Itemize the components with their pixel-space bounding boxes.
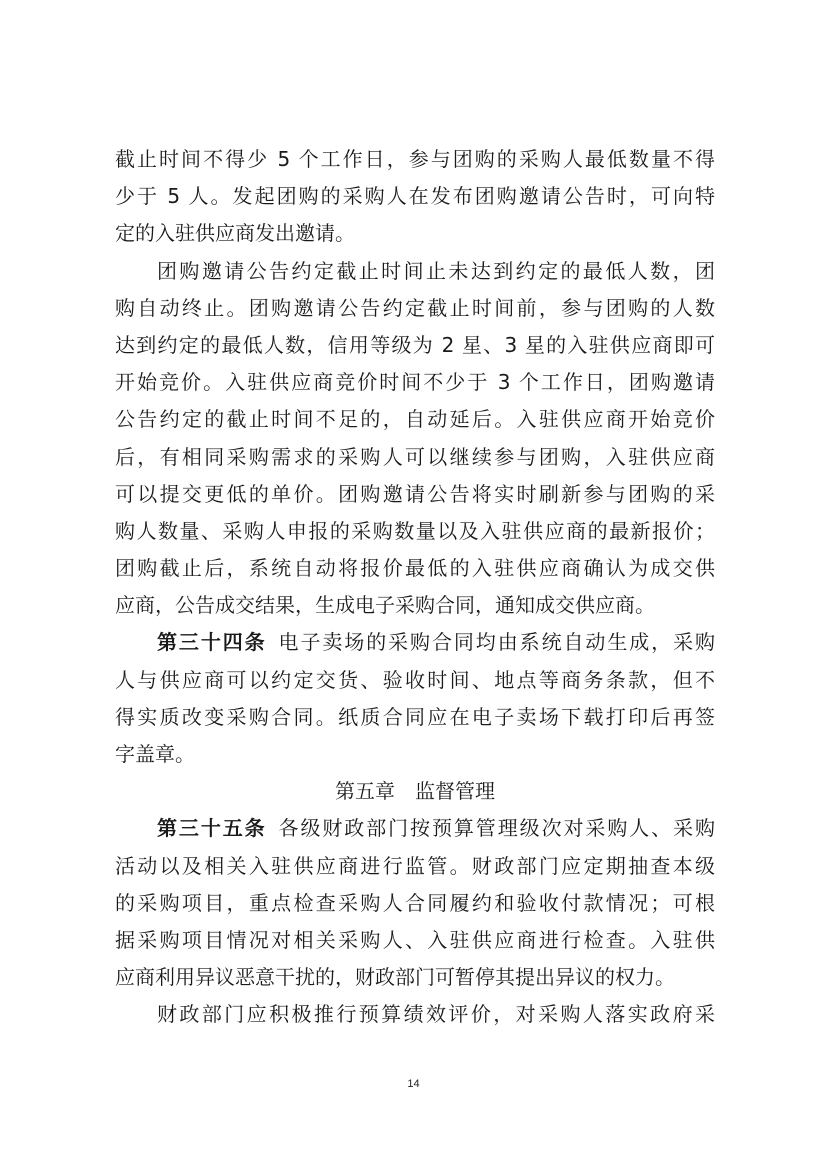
text-line: 活动以及相关入驻供应商进行监管。财政部门应定期抽查本级 — [115, 853, 715, 878]
article-text: 各级财政部门按预算管理级次对采购人、采购 — [276, 816, 716, 841]
text-line: 可以提交更低的单价。团购邀请公告将实时刷新参与团购的采 — [115, 481, 715, 506]
text-line: 定的入驻供应商发出邀请。 — [115, 221, 355, 246]
text-line: 人与供应商可以约定交货、验收时间、地点等商务条款，但不 — [115, 667, 715, 692]
text-line: 财政部门应积极推行预算绩效评价，对采购人落实政府采 — [157, 1002, 715, 1027]
text-line: 公告约定的截止时间不足的，自动延后。入驻供应商开始竞价 — [115, 407, 715, 432]
text-line: 应商，公告成交结果，生成电子采购合同，通知成交供应商。 — [115, 593, 655, 618]
text-line: 少于 5 人。发起团购的采购人在发布团购邀请公告时，可向特 — [115, 184, 715, 209]
document-body — [115, 141, 715, 1034]
text-line: 应商利用异议恶意干扰的，财政部门可暂停其提出异议的权力。 — [115, 965, 675, 990]
text-line — [115, 624, 715, 661]
chapter-heading: 第五章 监督管理 — [335, 779, 495, 804]
article-number: 第三十四条 — [157, 630, 267, 655]
text-line: 团购邀请公告约定截止时间止未达到约定的最低人数，团 — [157, 258, 715, 283]
article-text: 电子卖场的采购合同均由系统自动生成，采购 — [276, 630, 716, 655]
text-line: 截止时间不得少 5 个工作日，参与团购的采购人最低数量不得 — [115, 147, 715, 171]
text-line: 购人数量、采购人申报的采购数量以及入驻供应商的最新报价； — [115, 518, 715, 543]
text-line: 后，有相同采购需求的采购人可以继续参与团购，入驻供应商 — [115, 444, 715, 469]
text-line: 达到约定的最低人数，信用等级为 2 星、3 星的入驻供应商即可 — [115, 332, 715, 357]
text-line — [115, 810, 715, 847]
page-number: 14 — [407, 1078, 420, 1090]
text-line: 据采购项目情况对相关采购人、入驻供应商进行检查。入驻供 — [115, 927, 715, 952]
text-line: 字盖章。 — [115, 742, 195, 766]
text-line: 开始竞价。入驻供应商竞价时间不少于 3 个工作日，团购邀请 — [115, 370, 715, 395]
article-number: 第三十五条 — [157, 816, 267, 841]
text-line: 的采购项目，重点检查采购人合同履约和验收付款情况；可根 — [115, 890, 715, 915]
text-line: 团购截止后，系统自动将报价最低的入驻供应商确认为成交供 — [115, 556, 715, 581]
text-line: 购自动终止。团购邀请公告约定截止时间前，参与团购的人数 — [115, 295, 715, 320]
text-line: 得实质改变采购合同。纸质合同应在电子卖场下载打印后再签 — [115, 704, 715, 729]
